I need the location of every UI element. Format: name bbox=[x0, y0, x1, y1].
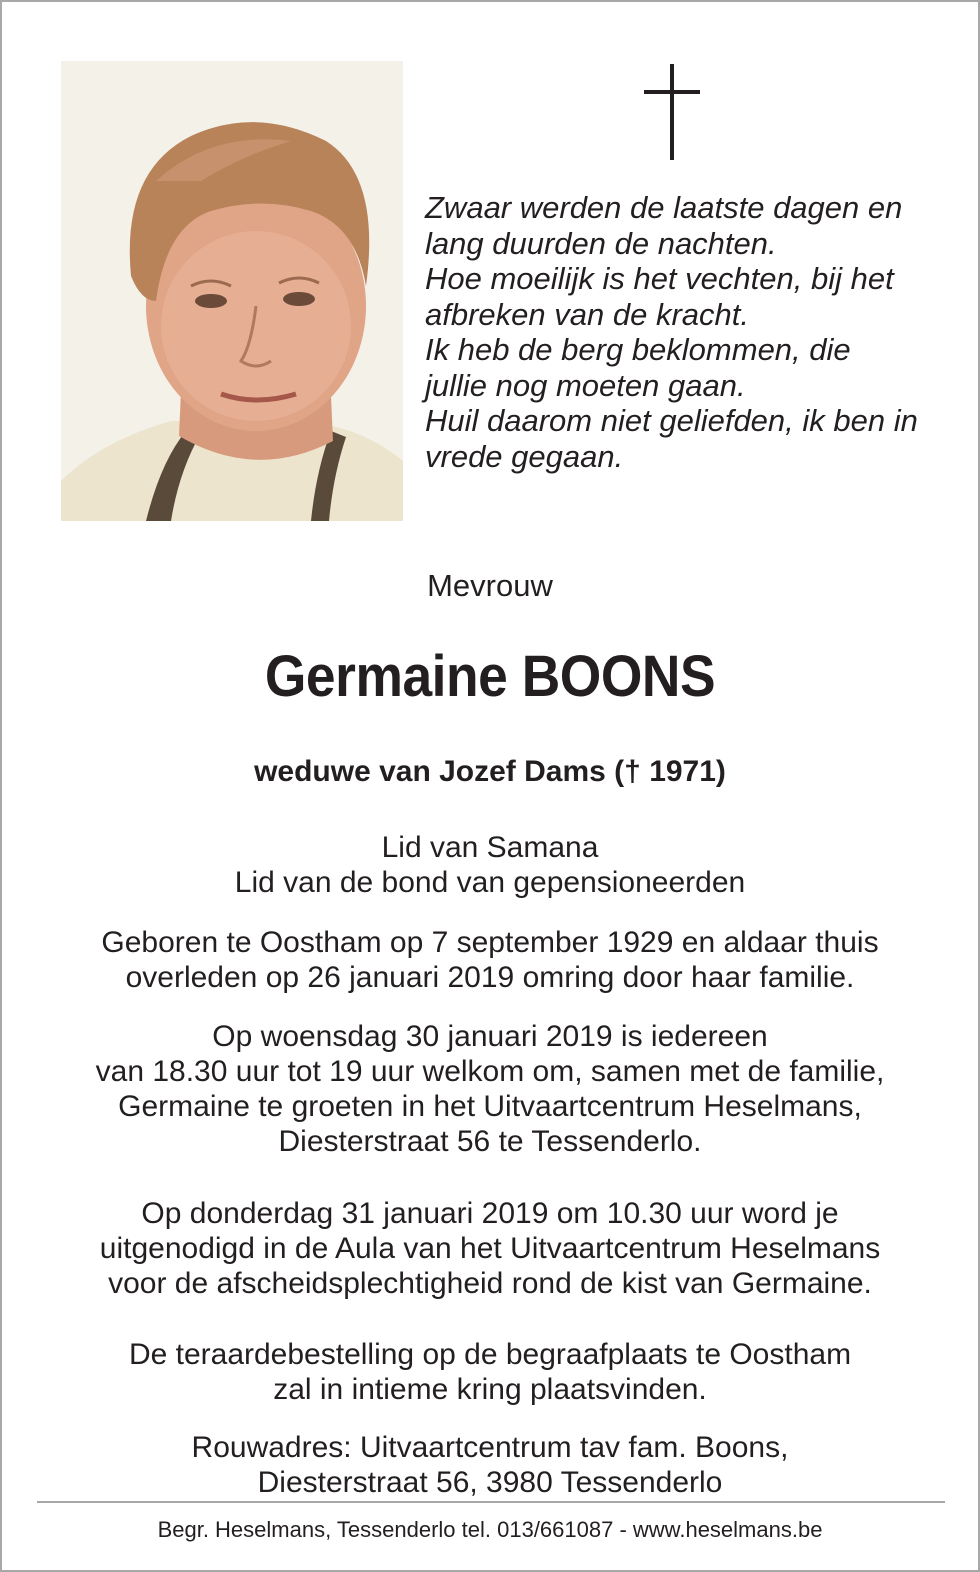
visitation-line: van 18.30 uur tot 19 uur welkom om, samen met de familie, bbox=[95, 1055, 885, 1088]
widow-of: weduwe van Jozef Dams († 1971) bbox=[254, 755, 726, 788]
mourning-address bbox=[2, 1430, 978, 1500]
membership-line: Lid van Samana bbox=[381, 831, 599, 864]
poem-line: lang duurden de nachten. bbox=[425, 225, 777, 261]
address-line: Rouwadres: Uitvaartcentrum tav fam. Boons, bbox=[191, 1431, 789, 1464]
visitation-line: Op woensdag 30 januari 2019 is iedereen bbox=[212, 1020, 768, 1053]
poem-line: vrede gegaan. bbox=[425, 438, 624, 474]
poem-line: Huil daarom niet geliefden, ik ben in bbox=[425, 403, 918, 438]
portrait-photo bbox=[61, 61, 403, 521]
membership-line: Lid van de bond van gepensioneerden bbox=[234, 866, 746, 899]
burial-line: zal in intieme kring plaatsvinden. bbox=[273, 1373, 707, 1406]
visitation-line: Germaine te groeten in het Uitvaartcentrum Heselmans, bbox=[118, 1090, 862, 1123]
visitation-info bbox=[2, 1019, 978, 1159]
salutation: Mevrouw bbox=[427, 568, 553, 603]
poem-line: Ik heb de berg beklommen, die bbox=[425, 332, 851, 367]
memberships bbox=[2, 830, 978, 900]
visitation-line: Diesterstraat 56 te Tessenderlo. bbox=[278, 1125, 702, 1158]
poem-line: Hoe moeilijk is het vechten, bij het bbox=[425, 261, 894, 296]
cross-icon bbox=[642, 64, 702, 160]
ceremony-line: voor de afscheidsplechtigheid rond de kist van Germaine. bbox=[108, 1267, 872, 1300]
deceased-name: Germaine BOONS bbox=[264, 644, 716, 709]
birth-death-info bbox=[2, 925, 978, 995]
ceremony-line: uitgenodigd in de Aula van het Uitvaartcentrum Heselmans bbox=[99, 1232, 881, 1265]
address-line: Diesterstraat 56, 3980 Tessenderlo bbox=[257, 1466, 723, 1499]
burial-info bbox=[2, 1337, 978, 1407]
ceremony-info bbox=[2, 1196, 978, 1301]
poem bbox=[425, 190, 945, 474]
funeral-home-footer: Begr. Heselmans, Tessenderlo tel. 013/661087 - www.heselmans.be bbox=[157, 1517, 823, 1542]
poem-line: jullie nog moeten gaan. bbox=[425, 367, 746, 403]
divider bbox=[37, 1501, 945, 1503]
birth-death-line: Geboren te Oostham op 7 september 1929 en aldaar thuis bbox=[101, 926, 879, 959]
burial-line: De teraardebestelling op de begraafplaats te Oostham bbox=[128, 1338, 852, 1371]
ceremony-line: Op donderdag 31 januari 2019 om 10.30 uur word je bbox=[141, 1197, 839, 1230]
birth-death-line: overleden op 26 januari 2019 omring door haar familie. bbox=[125, 961, 855, 994]
poem-line: Zwaar werden de laatste dagen en bbox=[425, 190, 903, 225]
poem-line: afbreken van de kracht. bbox=[425, 296, 749, 332]
